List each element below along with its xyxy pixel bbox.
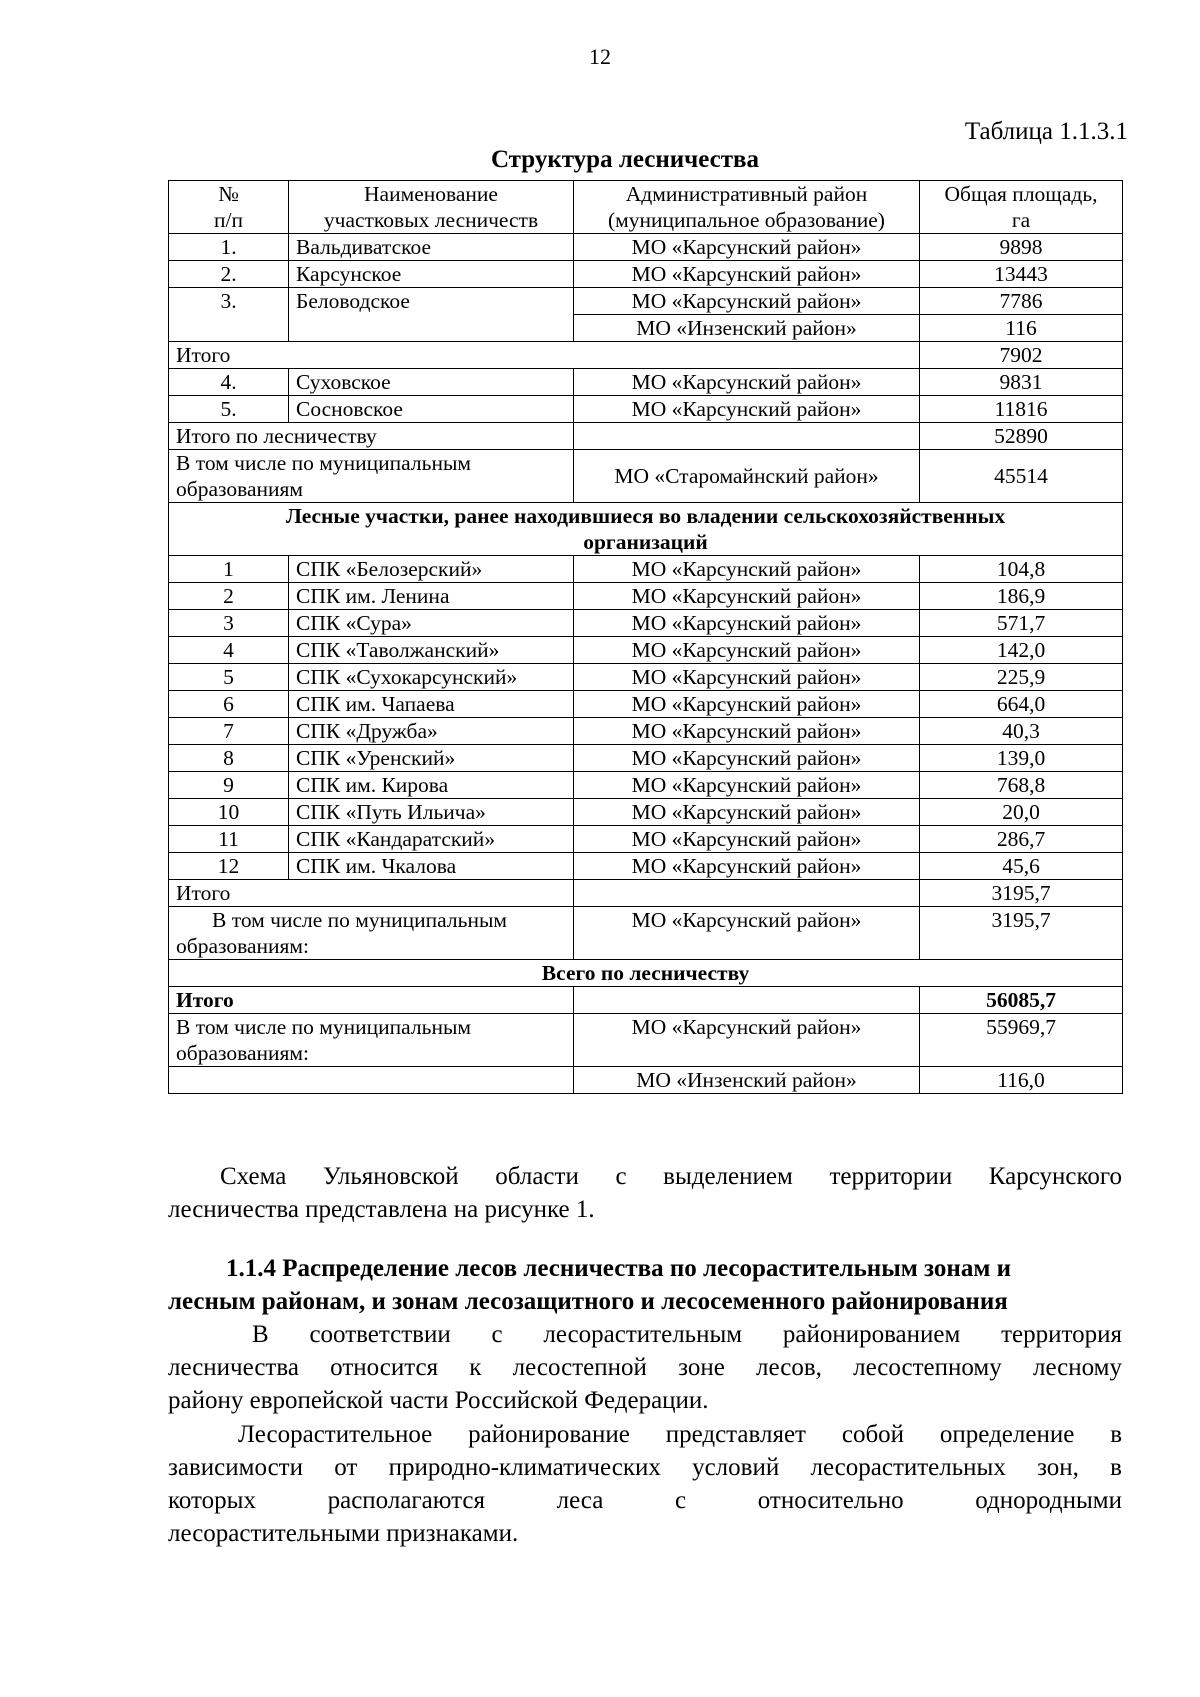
municipal-row [169, 1067, 1123, 1094]
row-area: 9831 [920, 369, 1123, 396]
page-number: 12 [589, 44, 611, 69]
row-area: 768,8 [920, 772, 1123, 799]
section-header-row [169, 503, 1123, 556]
row-district: МО «Карсунский район» [574, 799, 920, 826]
table-row [169, 664, 1123, 691]
row-district: МО «Карсунский район» [574, 583, 920, 610]
header-area-line2: га [1011, 208, 1031, 232]
table-row [169, 396, 1123, 423]
row-num: 3. [169, 288, 289, 342]
table-title: Структура лесничества [490, 146, 760, 173]
forestry-structure-table [168, 180, 1123, 1094]
row-district: МО «Карсунский район» [574, 826, 920, 853]
empty-cell [574, 987, 920, 1014]
row-name: СПК «Сухокарсунский» [289, 664, 574, 691]
paragraph-definition [168, 1418, 1122, 1550]
row-area: 45,6 [920, 853, 1123, 880]
paragraph-line: лесничества относится к лесостепной зоне лесов, лесостепному лесному [168, 1354, 1122, 1381]
row-num: 6 [169, 691, 289, 718]
row-num: 3 [169, 610, 289, 637]
paragraph-zoning [168, 1318, 1122, 1417]
row-area: 225,9 [920, 664, 1123, 691]
paragraph-line: зависимости от природно-климатических условий лесорастительных зон, в [168, 1454, 1122, 1481]
table-row [169, 772, 1123, 799]
row-name: Сосновское [289, 396, 574, 423]
municipal-label-line2: образованиям: [176, 1041, 309, 1065]
table-row [169, 583, 1123, 610]
section-total-heading: Всего по лесничеству [169, 960, 1123, 987]
municipal-district: МО «Старомайнский район» [574, 450, 920, 503]
table-row [169, 853, 1123, 880]
municipal-row [169, 1014, 1123, 1067]
row-area: 286,7 [920, 826, 1123, 853]
total-forestry-area: 52890 [920, 423, 1123, 450]
header-district [574, 181, 920, 234]
municipal-area: 116,0 [920, 1067, 1123, 1094]
empty-cell [574, 423, 920, 450]
row-num: 1. [169, 234, 289, 261]
municipal-district: МО «Инзенский район» [574, 1067, 920, 1094]
table-row [169, 637, 1123, 664]
row-district: МО «Карсунский район» [574, 396, 920, 423]
row-district: МО «Карсунский район» [574, 691, 920, 718]
row-area: 11816 [920, 396, 1123, 423]
table-header-row [169, 181, 1123, 234]
paragraph-line: лесорастительными признаками. [168, 1520, 519, 1547]
paragraph-line: лесничества представлена на рисунке 1. [168, 1196, 595, 1223]
subtotal-label: Итого [169, 880, 574, 907]
row-district: МО «Карсунский район» [574, 369, 920, 396]
row-district: МО «Карсунский район» [574, 288, 920, 315]
municipal-label-line1: В том числе по муниципальным [176, 451, 471, 475]
row-name: СПК им. Ленина [289, 583, 574, 610]
table-row [169, 691, 1123, 718]
table-row [169, 288, 1123, 315]
row-district: МО «Карсунский район» [574, 664, 920, 691]
row-district: МО «Карсунский район» [574, 261, 920, 288]
row-area: 40,3 [920, 718, 1123, 745]
subtotal-area: 3195,7 [920, 880, 1123, 907]
row-name: СПК «Уренский» [289, 745, 574, 772]
header-name [289, 181, 574, 234]
row-name: СПК им. Кирова [289, 772, 574, 799]
header-district-line2: (муниципальное образование) [608, 208, 885, 232]
header-num [169, 181, 289, 234]
row-area: 186,9 [920, 583, 1123, 610]
row-name: СПК «Путь Ильича» [289, 799, 574, 826]
paragraph-line: Схема Ульяновской области с выделением территории Карсунского [220, 1163, 1122, 1190]
empty-cell [574, 880, 920, 907]
row-area: 20,0 [920, 799, 1123, 826]
municipal-label-line1: В том числе по муниципальным [176, 1015, 471, 1039]
row-name: СПК «Таволжанский» [289, 637, 574, 664]
row-district: МО «Инзенский район» [574, 315, 920, 342]
municipal-district: МО «Карсунский район» [574, 907, 920, 960]
municipal-row [169, 450, 1123, 503]
header-name-line2: участковых лесничеств [323, 208, 539, 232]
total-forestry-row [169, 423, 1123, 450]
section-agri-line2: организаций [583, 530, 708, 554]
municipal-label-line1: В том числе по муниципальным [212, 908, 507, 932]
table-row [169, 799, 1123, 826]
municipal-area: 55969,7 [920, 1014, 1123, 1067]
subtotal-row [169, 342, 1123, 369]
section-agri-heading [169, 503, 1123, 556]
header-district-line1: Административный район [625, 182, 868, 206]
paragraph-scheme [168, 1160, 1122, 1226]
paragraph-line: которых располагаются леса с относительно однородными [168, 1487, 1122, 1514]
municipal-area: 3195,7 [920, 907, 1123, 960]
total-forestry-label: Итого по лесничеству [169, 423, 574, 450]
row-name: СПК «Кандаратский» [289, 826, 574, 853]
subtotal-label: Итого [169, 342, 920, 369]
row-num: 5. [169, 396, 289, 423]
row-area: 9898 [920, 234, 1123, 261]
row-area: 142,0 [920, 637, 1123, 664]
row-district: МО «Карсунский район» [574, 556, 920, 583]
row-district: МО «Карсунский район» [574, 718, 920, 745]
row-num: 2 [169, 583, 289, 610]
row-district: МО «Карсунский район» [574, 853, 920, 880]
header-num-line2: п/п [214, 208, 243, 232]
row-name: СПК им. Чкалова [289, 853, 574, 880]
row-district: МО «Карсунский район» [574, 234, 920, 261]
municipal-label-line2: образованиям [176, 477, 304, 501]
row-area: 139,0 [920, 745, 1123, 772]
subtotal-row [169, 880, 1123, 907]
table-row [169, 826, 1123, 853]
municipal-row [169, 907, 1123, 960]
row-num: 2. [169, 261, 289, 288]
section-heading [168, 1252, 1122, 1318]
paragraph-line: В соответствии с лесорастительным районированием территория [252, 1321, 1122, 1348]
row-area: 13443 [920, 261, 1123, 288]
grand-total-area: 56085,7 [920, 987, 1123, 1014]
row-num: 1 [169, 556, 289, 583]
row-name: Карсунское [289, 261, 574, 288]
row-name: СПК «Дружба» [289, 718, 574, 745]
heading-line2: лесным районам, и зонам лесозащитного и лесосеменного районирования [168, 1288, 1008, 1315]
header-name-line1: Наименование [364, 182, 498, 206]
row-num: 5 [169, 664, 289, 691]
table-row [169, 718, 1123, 745]
table-row [169, 610, 1123, 637]
row-num: 7 [169, 718, 289, 745]
table-row [169, 556, 1123, 583]
municipal-label [169, 907, 574, 960]
row-area: 7786 [920, 288, 1123, 315]
municipal-area: 45514 [920, 450, 1123, 503]
row-num: 12 [169, 853, 289, 880]
row-area: 104,8 [920, 556, 1123, 583]
table-row [169, 261, 1123, 288]
row-district: МО «Карсунский район» [574, 637, 920, 664]
municipal-label [169, 450, 574, 503]
header-num-line1: № [218, 182, 239, 206]
row-name: СПК им. Чапаева [289, 691, 574, 718]
row-district: МО «Карсунский район» [574, 745, 920, 772]
table-label: Таблица 1.1.3.1 [964, 118, 1128, 145]
table-row [169, 369, 1123, 396]
row-num: 10 [169, 799, 289, 826]
grand-total-row [169, 987, 1123, 1014]
row-name: Суховское [289, 369, 574, 396]
row-num: 8 [169, 745, 289, 772]
row-num: 4. [169, 369, 289, 396]
table-row [169, 745, 1123, 772]
row-name: СПК «Белозерский» [289, 556, 574, 583]
row-num: 9 [169, 772, 289, 799]
section-header-row [169, 960, 1123, 987]
header-area-line1: Общая площадь, [944, 182, 1098, 206]
row-name: СПК «Сура» [289, 610, 574, 637]
empty-cell [169, 1067, 574, 1094]
heading-line1: 1.1.4 Распределение лесов лесничества по лесорастительным зонам и [226, 1255, 1011, 1282]
row-area: 664,0 [920, 691, 1123, 718]
section-agri-line1: Лесные участки, ранее находившиеся во владении сельскохозяйственных [285, 504, 1006, 528]
row-name: Беловодское [289, 288, 574, 342]
municipal-label-line2: образованиям: [176, 934, 309, 958]
row-district: МО «Карсунский район» [574, 610, 920, 637]
municipal-district: МО «Карсунский район» [574, 1014, 920, 1067]
row-area: 571,7 [920, 610, 1123, 637]
row-name: Вальдиватское [289, 234, 574, 261]
header-area [920, 181, 1123, 234]
grand-total-label: Итого [169, 987, 574, 1014]
row-num: 4 [169, 637, 289, 664]
municipal-label [169, 1014, 574, 1067]
paragraph-line: Лесорастительное районирование представляет собой определение в [238, 1421, 1122, 1448]
paragraph-line: району европейской части Российской Федерации. [168, 1387, 709, 1414]
table-row [169, 234, 1123, 261]
subtotal-area: 7902 [920, 342, 1123, 369]
row-num: 11 [169, 826, 289, 853]
row-district: МО «Карсунский район» [574, 772, 920, 799]
row-area: 116 [920, 315, 1123, 342]
